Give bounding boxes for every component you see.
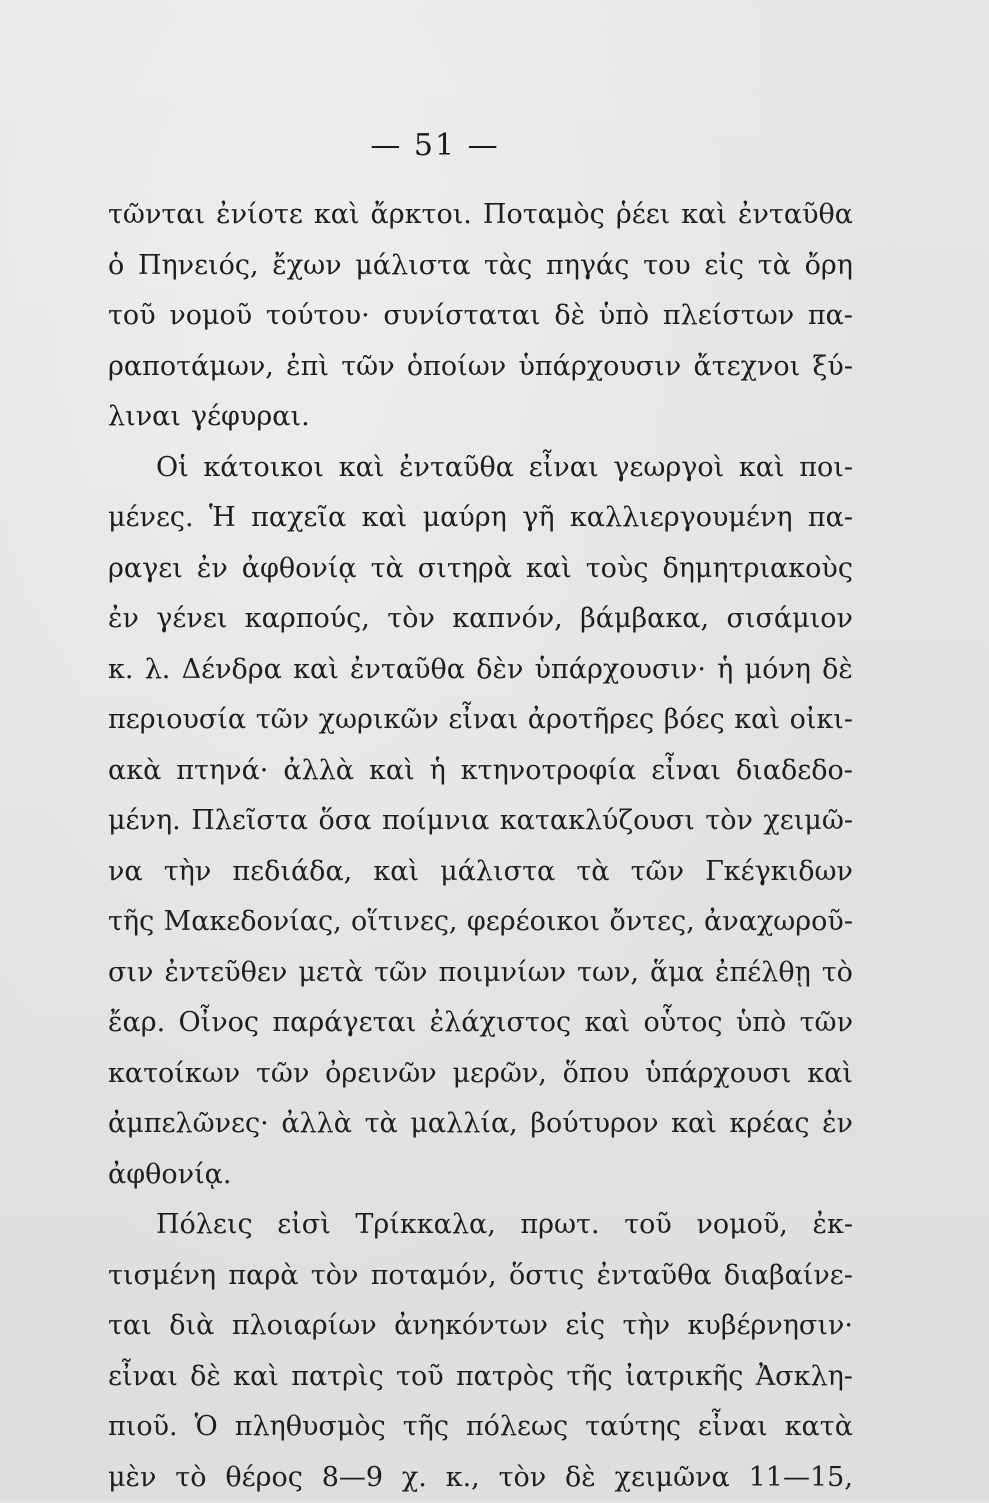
text-line: ἐν γένει καρπούς, τὸν καπνόν, βάμβακα, σισάμιον (108, 594, 853, 645)
text-line: μένη. Πλεῖστα ὅσα ποίμνια κατακλύζουσι τὸν χειμῶ- (108, 796, 853, 847)
text-line: εἶναι δὲ καὶ πατρὶς τοῦ πατρὸς τῆς ἰατρικῆς Ἀσκλη- (108, 1352, 853, 1403)
text-line: ραγει ἐν ἀφθονίᾳ τὰ σιτηρὰ καὶ τοὺς δημητριακοὺς (108, 544, 853, 595)
page-number: — 51 — (0, 128, 870, 163)
text-line: λιναι γέφυραι. (108, 392, 853, 443)
text-line: κ. λ. Δένδρα καὶ ἐνταῦθα δὲν ὑπάρχουσιν· ἡ μόνη δὲ (108, 645, 853, 696)
text-line: ακὰ πτηνά· ἀλλὰ καὶ ἡ κτηνοτροφία εἶναι διαδεδο- (108, 746, 853, 797)
text-line: τῶνται ἐνίοτε καὶ ἄρκτοι. Ποταμὸς ῥέει καὶ ἐνταῦθα (108, 190, 853, 241)
text-line: τισμένη παρὰ τὸν ποταμόν, ὅστις ἐνταῦθα διαβαίνε- (108, 1251, 853, 1302)
text-line: ραποτάμων, ἐπὶ τῶν ὁποίων ὑπάρχουσιν ἄτεχνοι ξύ- (108, 342, 853, 393)
text-line: πιοῦ. Ὁ πληθυσμὸς τῆς πόλεως ταύτης εἶναι κατὰ (108, 1402, 853, 1453)
text-line: ἀφθονίᾳ. (108, 1150, 853, 1201)
text-line: τοῦ νομοῦ τούτου· συνίσταται δὲ ὑπὸ πλείστων πα- (108, 291, 853, 342)
text-line: ὁ Πηνειός, ἔχων μάλιστα τὰς πηγάς του εἰς τὰ ὄρη (108, 241, 853, 292)
body-text (108, 190, 853, 1503)
text-line: ται διὰ πλοιαρίων ἀνηκόντων εἰς τὴν κυβέρνησιν· (108, 1301, 853, 1352)
text-line: κατοίκων τῶν ὀρεινῶν μερῶν, ὅπου ὑπάρχουσι καὶ (108, 1049, 853, 1100)
text-line: μὲν τὸ θέρος 8—9 χ. κ., τὸν δὲ χειμῶνα 11—15, (108, 1453, 853, 1503)
text-line: περιουσία τῶν χωρικῶν εἶναι ἀροτῆρες βόες καὶ οἰκι- (108, 695, 853, 746)
text-line: Πόλεις εἰσὶ Τρίκκαλα, πρωτ. τοῦ νομοῦ, ἐκ- (108, 1200, 853, 1251)
text-line: μένες. Ἡ παχεῖα καὶ μαύρη γῆ καλλιεργουμένη πα- (108, 493, 853, 544)
text-line: να τὴν πεδιάδα, καὶ μάλιστα τὰ τῶν Γκέγκιδων (108, 847, 853, 898)
text-line: σιν ἐντεῦθεν μετὰ τῶν ποιμνίων των, ἅμα ἐπέλθῃ τὸ (108, 948, 853, 999)
text-line: ἀμπελῶνες· ἀλλὰ τὰ μαλλία, βούτυρον καὶ κρέας ἐν (108, 1099, 853, 1150)
text-line: ἔαρ. Οἶνος παράγεται ἐλάχιστος καὶ οὗτος ὑπὸ τῶν (108, 998, 853, 1049)
text-line: Οἱ κάτοικοι καὶ ἐνταῦθα εἶναι γεωργοὶ καὶ ποι- (108, 443, 853, 494)
text-line: τῆς Μακεδονίας, οἵτινες, φερέοικοι ὄντες, ἀναχωροῦ- (108, 897, 853, 948)
